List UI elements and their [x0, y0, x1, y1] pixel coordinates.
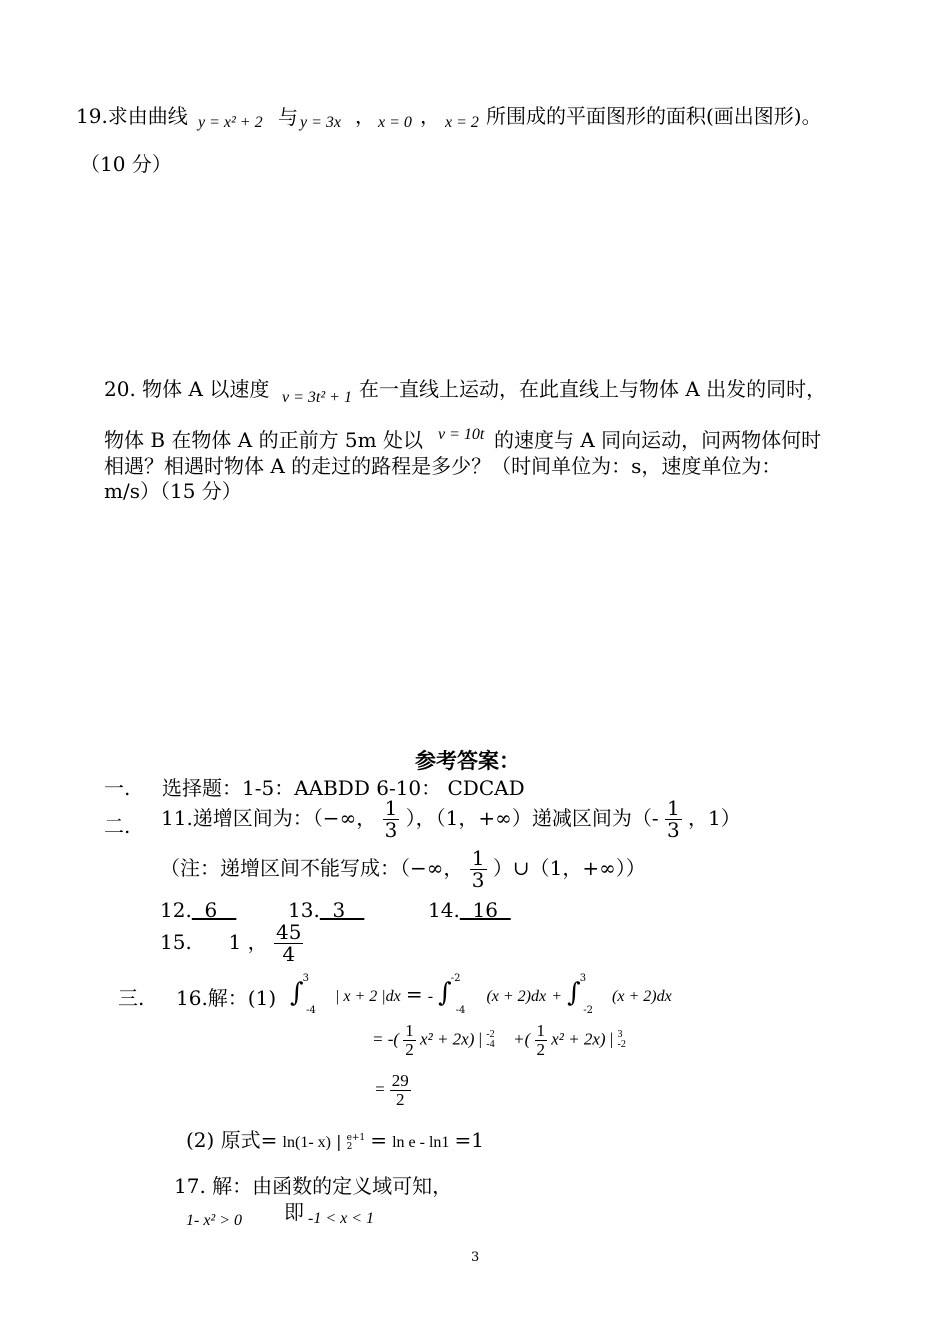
answer-11 [161, 798, 741, 841]
a11-prefix: 11.递增区间为：（−∞， [161, 806, 377, 830]
q20-eq1: v = 3t² + 1 [282, 389, 352, 406]
a16-line1: ∫ $^3$ $_{-4}$ | x + 2 |dx = - ∫ $^{-2}$ $_{-4}$ (x + 2)dx + ∫ $^3$ $_{-2}$ (x + 2)dx [290, 972, 672, 1017]
page-number: 3 [471, 1250, 480, 1265]
a16-label: 16.解：(1) [176, 986, 277, 1010]
sec2-num: 二. [104, 814, 131, 838]
a13-value: 3 [319, 898, 365, 922]
q19-comma2: ， [420, 104, 440, 128]
q19-eq1: y = x² + 2 [198, 114, 263, 131]
q20-eq2: v = 10t [438, 426, 485, 443]
a16-line2: = -( $\frac{1}{2}$ x² + 2x) | -2 -4 +( $\frac{1}{2}$ x² + 2x) | 3 -2 [372, 1021, 626, 1059]
q19-score: （10 分） [80, 152, 172, 176]
a17-ineq2: -1 < x < 1 [308, 1210, 375, 1227]
answer-15: 15. 1 ， $\frac{45}{4}$ [160, 920, 302, 966]
a17-ineq1: 1- x² > 0 [186, 1212, 243, 1229]
a17-text: 17. 解：由函数的定义域可知， [174, 1174, 453, 1198]
q20-line4: m/s）（15 分） [104, 479, 242, 503]
note-prefix: （注：递增区间不能写成：（−∞， [160, 856, 464, 880]
note-fraction: $\frac{1}{3}$ [471, 846, 485, 892]
a15-fraction: $\frac{45}{4}$ [275, 920, 302, 966]
q20-line2-suffix: 的速度与 A 同向运动，问两物体何时 [494, 428, 822, 452]
note [160, 848, 646, 891]
a11-fraction-2: $\frac{1}{3}$ [666, 796, 680, 842]
a11-fraction: $\frac{1}{3}$ [384, 796, 398, 842]
sec1-num: 一. [104, 776, 131, 800]
q19-line1 [76, 100, 188, 129]
q20-line3: 相遇？相遇时物体 A 的走过的路程是多少？（时间单位为：s，速度单位为： [104, 454, 782, 478]
integral-icon: ∫ [567, 978, 581, 1008]
q19-comma1: ， [355, 104, 375, 128]
a11-end: ，1） [688, 806, 741, 830]
answer-13: 13. 3 [288, 898, 365, 922]
a16-part2: (2) 原式= ln(1- x) | e+1 2 = ln e - ln1 =1 [186, 1128, 485, 1152]
a17-ji: 即 [284, 1200, 304, 1224]
q20-line2-prefix: 物体 B 在物体 A 的正前方 5m 处以 [104, 428, 423, 452]
q19-eq3: x = 0 [378, 114, 412, 131]
a16-line3: = $\frac{29}{2}$ [374, 1071, 409, 1109]
a11-mid: ），（1，+∞）递减区间为（- [405, 806, 659, 830]
q19-eq2: y = 3x [300, 114, 341, 131]
q20-prefix: 20. 物体 A 以速度 [104, 377, 270, 401]
q20-line1-suffix: 在一直线上运动，在此直线上与物体 A 出发的同时， [359, 377, 827, 401]
q19-eq4: x = 2 [445, 114, 479, 131]
answers-title: 参考答案： [415, 748, 520, 773]
integral-icon: ∫ [438, 978, 452, 1008]
sec1-text: 选择题：1-5：AABDD 6-10： CDCAD [162, 776, 525, 800]
note-end: ）∪（1，+∞）） [492, 856, 646, 880]
answer-12: 12. 6 [160, 898, 237, 922]
q19-with: 与 [278, 105, 298, 129]
a14-value: 16 [459, 898, 511, 922]
integral-icon: ∫ [290, 978, 304, 1008]
q19-suffix: 所围成的平面图形的面积(画出图形)。 [486, 104, 822, 128]
q19-prefix: 19.求由曲线 [76, 104, 188, 128]
answer-14: 14. 16 [428, 898, 511, 922]
sec3-num: 三. [118, 986, 145, 1010]
a12-value: 6 [191, 898, 237, 922]
a15-value1: 1 [228, 930, 242, 954]
